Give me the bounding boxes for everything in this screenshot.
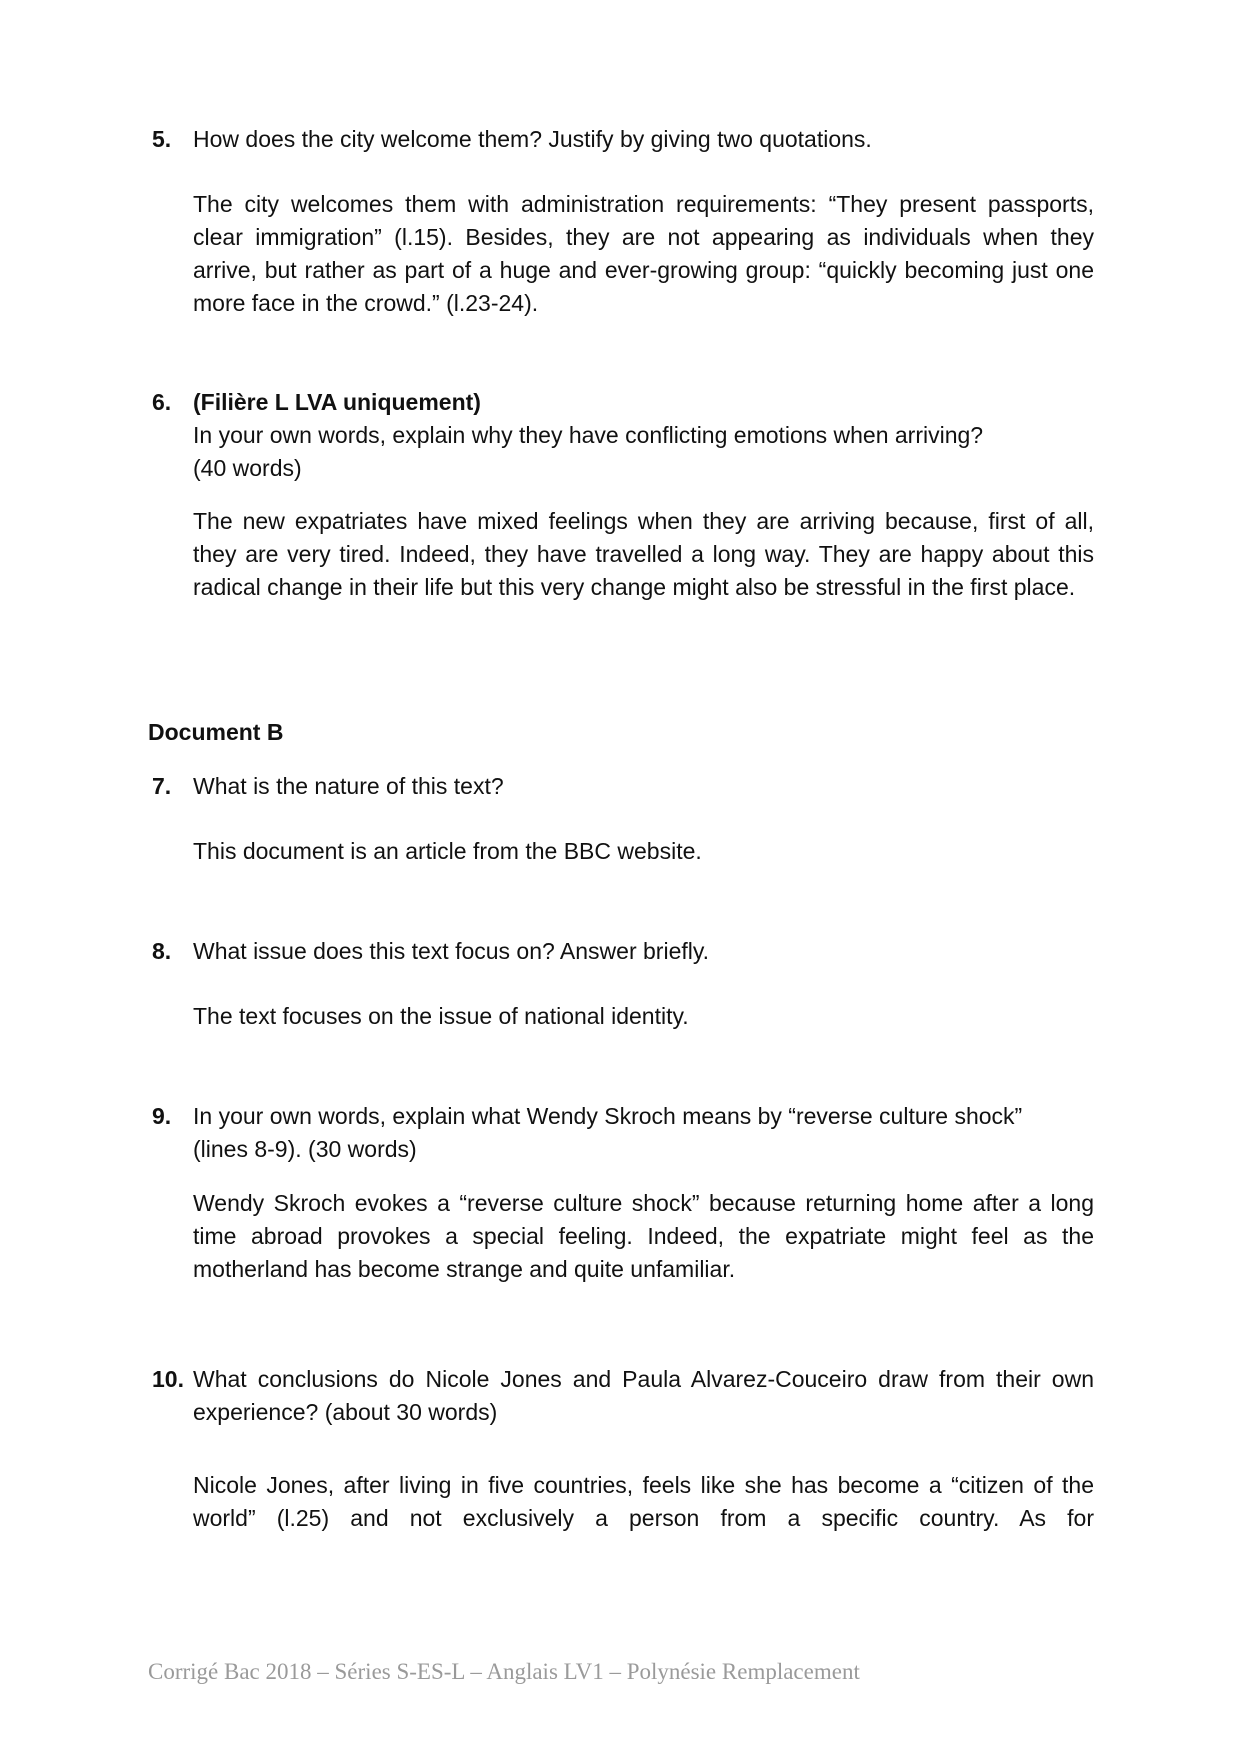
section-title: Document B	[148, 719, 284, 745]
question-number: 9.	[152, 1103, 172, 1129]
question-text: What issue does this text focus on? Answer briefly.	[193, 938, 710, 964]
answer-text: Wendy Skroch evokes a “reverse culture shock” because returning home after a long time abroad provokes a special feeling. Indeed, the expatriate might feel as the motherland has become strange and quite unfamiliar.	[193, 1190, 1094, 1282]
answer-text: The new expatriates have mixed feelings when they are arriving because, first of all, they are very tired. Indeed, they have travelled a long way. They are happy about this radical change in their life but this very change might also be stressful in the first place.	[193, 508, 1094, 600]
question-text: What is the nature of this text?	[193, 773, 504, 799]
answer-text: This document is an article from the BBC website.	[193, 838, 702, 864]
question-number: 6.	[152, 389, 172, 415]
question-7	[152, 770, 1094, 868]
question-text: What conclusions do Nicole Jones and Paula Alvarez-Couceiro draw from their own experience? (about 30 words)	[193, 1366, 1094, 1425]
question-number: 8.	[152, 938, 172, 964]
question-6	[152, 386, 1094, 604]
question-text: In your own words, explain what Wendy Skroch means by “reverse culture shock” (lines 8-9). (30 words)	[193, 1103, 1023, 1162]
question-number: 5.	[152, 126, 172, 152]
question-5	[152, 123, 1094, 320]
answer-text: The city welcomes them with administration requirements: “They present passports, clear immigration” (l.15). Besides, they are not appearing as individuals when they arrive, but rather as part of a huge and ever-growing group: “quickly becoming just one more face in the crowd.” (l.23-24).	[193, 191, 1094, 316]
question-text: In your own words, explain why they have conflicting emotions when arriving?	[193, 422, 984, 448]
question-9	[152, 1100, 1094, 1286]
question-number: 10.	[152, 1366, 184, 1392]
answer-text: Nicole Jones, after living in five countries, feels like she has become a “citizen of the world” (l.25) and not exclusively a person from a specific country. As for	[193, 1472, 1094, 1531]
question-word-count: (40 words)	[193, 455, 302, 481]
question-8	[152, 935, 1094, 1033]
answer-text: The text focuses on the issue of national identity.	[193, 1003, 689, 1029]
page-footer: Corrigé Bac 2018 – Séries S-ES-L – Anglais LV1 – Polynésie Remplacement	[148, 1659, 860, 1684]
question-number: 7.	[152, 773, 172, 799]
question-text: How does the city welcome them? Justify by giving two quotations.	[193, 126, 872, 152]
question-10	[152, 1363, 1094, 1535]
question-qualifier: (Filière L LVA uniquement)	[193, 389, 481, 415]
